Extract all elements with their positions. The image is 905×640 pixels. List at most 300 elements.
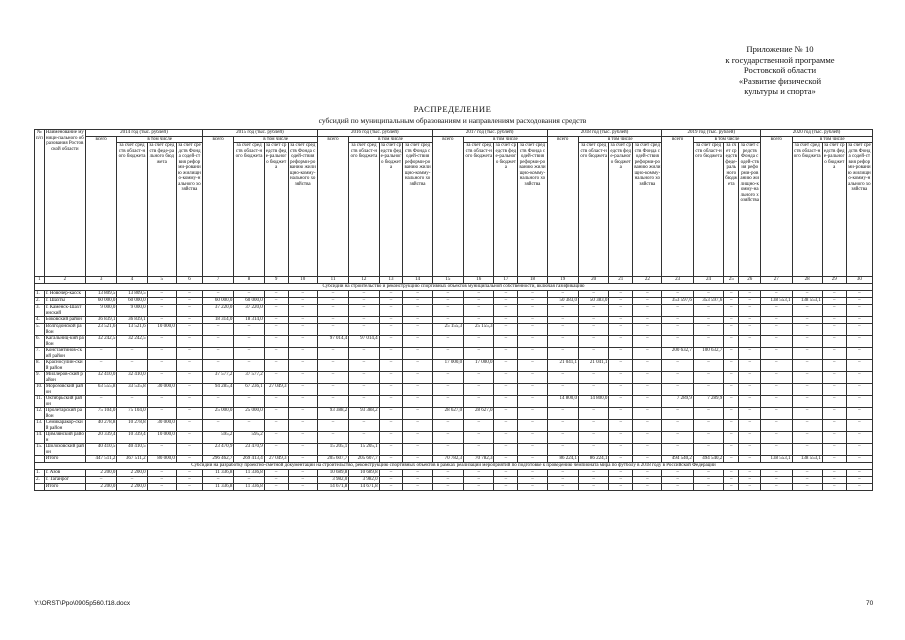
table-cell: – [579, 317, 609, 324]
table-cell: – [379, 444, 403, 456]
table-cell: – [432, 484, 463, 491]
table-cell: – [432, 420, 463, 432]
column-number: 2 [44, 277, 85, 284]
table-cell: – [379, 348, 403, 360]
table-cell: – [264, 372, 288, 384]
table-cell: 75 104,0 [85, 408, 116, 420]
table-cell: 32 242,5 [117, 336, 147, 348]
table-cell: – [846, 432, 872, 444]
table-cell: – [518, 336, 547, 348]
table-cell: – [547, 372, 578, 384]
total-header: всего [432, 136, 463, 277]
table-cell: – [379, 396, 403, 408]
table-cell: – [234, 396, 264, 408]
table-cell: – [317, 348, 348, 360]
table-cell: 200 632,7 [662, 348, 693, 360]
table-cell: – [792, 372, 822, 384]
table-cell: – [633, 396, 662, 408]
table-cell: – [264, 348, 288, 360]
table-cell: – [117, 396, 147, 408]
obl-header: за счет средств област-ного бюджета [579, 143, 609, 277]
table-cell: – [518, 408, 547, 420]
table-cell: – [518, 420, 547, 432]
table-cell: – [846, 348, 872, 360]
table-cell: 10 000,0 [147, 432, 176, 444]
table-cell: 37 577,2 [202, 372, 233, 384]
row-number: 7. [35, 348, 45, 360]
table-cell: – [547, 470, 578, 477]
table-cell: – [317, 324, 348, 336]
table-cell: – [633, 372, 662, 384]
table-cell: – [739, 348, 761, 360]
table-cell: 32 410,0 [117, 372, 147, 384]
column-number: 1 [35, 277, 45, 284]
table-cell: – [792, 305, 822, 317]
table-cell: – [518, 298, 547, 305]
table-cell: – [846, 420, 872, 432]
municipality-name: Волгодонской район [44, 324, 85, 336]
table-cell: – [822, 336, 846, 348]
table-cell: – [403, 305, 432, 317]
table-cell: – [288, 484, 317, 491]
table-cell: 36 839,1 [85, 317, 116, 324]
obl-header: за счет средств област-ного бюджета [349, 143, 379, 277]
incl-header: в том числе [792, 136, 872, 143]
table-cell: – [761, 372, 792, 384]
table-cell: – [264, 420, 288, 432]
table-row [35, 384, 873, 396]
total-header: всего [317, 136, 348, 277]
table-cell: – [662, 470, 693, 477]
table-cell: – [176, 477, 202, 484]
table-cell: 30 000,0 [147, 420, 176, 432]
table-cell: – [547, 484, 578, 491]
obl-header: за счет средств област-ного бюджета [464, 143, 494, 277]
table-cell: – [403, 372, 432, 384]
table-cell: – [288, 477, 317, 484]
distribution-table [34, 129, 873, 491]
table-cell: 14 800,0 [579, 396, 609, 408]
table-cell: – [379, 305, 403, 317]
table-cell: – [202, 291, 233, 298]
municipality-name: Боковский район [44, 317, 85, 324]
table-cell: – [724, 470, 739, 477]
table-cell: 25 155,3 [464, 324, 494, 336]
document-subtitle: субсидий по муниципальным образованиям и направлениям расходования средств [318, 116, 587, 125]
column-number: 19 [547, 277, 578, 284]
table-cell: 14 800,0 [547, 396, 578, 408]
table-cell: – [403, 298, 432, 305]
appendix-line: культуры и спорта» [744, 86, 816, 97]
table-cell: – [317, 298, 348, 305]
table-cell: – [349, 291, 379, 298]
table-cell: – [349, 432, 379, 444]
table-cell: – [349, 384, 379, 396]
table-cell: 494 540,2 [662, 456, 693, 463]
table-cell: – [609, 372, 633, 384]
table-cell: – [494, 408, 518, 420]
table-cell: – [264, 305, 288, 317]
table-cell: 23 521,6 [85, 324, 116, 336]
appendix-line: «Развитие физической [738, 75, 822, 86]
table-cell: – [739, 298, 761, 305]
table-cell: – [403, 291, 432, 298]
table-cell: – [403, 477, 432, 484]
table-row [35, 432, 873, 444]
table-cell: – [822, 324, 846, 336]
row-number: 13. [35, 420, 45, 432]
municipality-name: Красносулин-ский район [44, 360, 85, 372]
table-cell: 18 314,0 [234, 317, 264, 324]
table-cell: – [633, 384, 662, 396]
table-cell: – [518, 396, 547, 408]
fond-header: за счет средств Фонда содей-ствия реформи-рованию жилищно-комму-нального хозяйства [739, 143, 761, 277]
table-cell: 93 388,2 [349, 408, 379, 420]
row-number: 3. [35, 305, 45, 317]
table-cell: – [494, 317, 518, 324]
total-header: всего [662, 136, 693, 277]
table-cell: – [846, 444, 872, 456]
table-cell: – [662, 484, 693, 491]
table-cell: – [288, 408, 317, 420]
table-cell: – [176, 324, 202, 336]
table-cell: – [846, 360, 872, 372]
table-cell: – [518, 372, 547, 384]
table-cell: – [609, 360, 633, 372]
table-cell: – [464, 470, 494, 477]
table-cell: – [464, 384, 494, 396]
table-cell: – [317, 396, 348, 408]
table-cell: 367 511,2 [117, 456, 147, 463]
table-cell: – [264, 291, 288, 298]
table-cell: 10 689,8 [317, 470, 348, 477]
table-cell: – [846, 324, 872, 336]
table-cell: – [176, 408, 202, 420]
table-cell: – [739, 432, 761, 444]
table-row [35, 420, 873, 432]
table-cell: 50 383,0 [547, 298, 578, 305]
table-cell: – [662, 360, 693, 372]
table-cell: – [633, 470, 662, 477]
table-cell: – [792, 432, 822, 444]
table-cell: 447 511,2 [85, 456, 116, 463]
table-cell: – [432, 291, 463, 298]
table-cell: – [792, 324, 822, 336]
table-cell: – [403, 456, 432, 463]
column-number: 7 [202, 277, 233, 284]
table-cell: – [693, 324, 723, 336]
table-cell: – [202, 396, 233, 408]
municipality-name: г. Таганрог [44, 477, 85, 484]
table-cell: – [147, 348, 176, 360]
table-cell: – [792, 420, 822, 432]
table-cell: – [379, 477, 403, 484]
table-cell: – [633, 444, 662, 456]
table-cell: – [761, 305, 792, 317]
table-cell: – [761, 291, 792, 298]
table-cell: – [379, 470, 403, 477]
table-cell: – [633, 298, 662, 305]
table-cell: 3 982,0 [317, 477, 348, 484]
table-cell: – [822, 384, 846, 396]
row-number: 2. [35, 477, 45, 484]
table-cell: – [761, 384, 792, 396]
table-cell: – [609, 317, 633, 324]
table-cell: – [518, 305, 547, 317]
table-cell: – [822, 348, 846, 360]
table-cell: – [822, 456, 846, 463]
column-number: 29 [822, 277, 846, 284]
municipality-name: Октябрьский район [44, 396, 85, 408]
column-number: 14 [403, 277, 432, 284]
table-cell: – [403, 408, 432, 420]
table-cell: – [662, 477, 693, 484]
table-cell: – [739, 408, 761, 420]
table-cell: – [403, 324, 432, 336]
table-cell: – [349, 324, 379, 336]
table-cell: – [792, 384, 822, 396]
table-cell: – [494, 360, 518, 372]
municipality-name: г. Новочер-касск [44, 291, 85, 298]
table-cell: – [494, 432, 518, 444]
table-cell: – [547, 317, 578, 324]
table-cell: – [792, 444, 822, 456]
fed-header: за счет средств феде-рального бюджета [379, 143, 403, 277]
table-cell: – [822, 372, 846, 384]
table-cell: – [518, 384, 547, 396]
table-cell: 14 671,8 [349, 484, 379, 491]
table-cell: – [288, 348, 317, 360]
table-cell: – [609, 396, 633, 408]
table-cell: – [547, 336, 578, 348]
table-cell: – [176, 444, 202, 456]
year-header: 2016 год (тыс. рублей) [317, 130, 432, 137]
table-row [35, 317, 873, 324]
table-cell: – [176, 396, 202, 408]
table-cell: – [693, 305, 723, 317]
table-cell: 60 000,0 [117, 298, 147, 305]
table-cell: – [579, 291, 609, 298]
table-cell: – [579, 470, 609, 477]
table-cell: – [547, 420, 578, 432]
table-cell: – [609, 484, 633, 491]
table-cell: – [264, 470, 288, 477]
table-cell: – [609, 470, 633, 477]
table-cell: 25 000,0 [202, 408, 233, 420]
table-cell: – [579, 372, 609, 384]
table-cell: – [349, 298, 379, 305]
table-cell: – [349, 372, 379, 384]
table-cell: 86 224,1 [579, 456, 609, 463]
table-cell: – [464, 305, 494, 317]
table-cell: – [846, 298, 872, 305]
table-cell: 27 049,3 [264, 384, 288, 396]
table-cell: – [234, 336, 264, 348]
table-cell: – [761, 420, 792, 432]
table-cell: – [633, 324, 662, 336]
table-cell: – [518, 291, 547, 298]
column-number: 30 [846, 277, 872, 284]
table-cell: – [724, 348, 739, 360]
table-cell: – [176, 360, 202, 372]
table-cell: – [234, 477, 264, 484]
table-cell: – [147, 396, 176, 408]
table-cell: – [147, 408, 176, 420]
table-cell: – [822, 444, 846, 456]
table-cell: – [288, 470, 317, 477]
fed-header: за счет средств феде-рального бюджета [147, 143, 176, 277]
table-cell: – [547, 408, 578, 420]
table-cell: – [494, 372, 518, 384]
table-cell: – [547, 305, 578, 317]
table-cell: – [518, 360, 547, 372]
table-cell: 3 982,0 [349, 477, 379, 484]
table-cell: – [403, 432, 432, 444]
municipality-name: Итого [44, 484, 85, 491]
column-number: 13 [379, 277, 403, 284]
table-cell: – [379, 408, 403, 420]
table-cell: – [147, 336, 176, 348]
table-cell: – [633, 484, 662, 491]
table-cell: – [117, 360, 147, 372]
table-cell: – [693, 336, 723, 348]
column-number: 23 [662, 277, 693, 284]
row-number: 8. [35, 360, 45, 372]
table-cell: – [822, 317, 846, 324]
table-cell: – [403, 470, 432, 477]
table-cell: – [822, 432, 846, 444]
municipality-name: Морозовский район [44, 384, 85, 396]
table-cell: – [234, 291, 264, 298]
table-cell: – [609, 384, 633, 396]
table-cell: – [662, 336, 693, 348]
table-cell: – [792, 336, 822, 348]
row-number [35, 484, 45, 491]
table-cell: – [288, 324, 317, 336]
table-cell: – [464, 298, 494, 305]
table-cell: – [117, 477, 147, 484]
table-cell: – [464, 477, 494, 484]
table-cell: – [288, 372, 317, 384]
table-cell: 10 689,8 [349, 470, 379, 477]
table-cell: – [846, 396, 872, 408]
table-row [35, 298, 873, 305]
table-cell: – [724, 305, 739, 317]
table-cell: 2 200,0 [85, 484, 116, 491]
section-header-row [35, 463, 873, 470]
table-cell: – [633, 432, 662, 444]
table-cell: – [693, 420, 723, 432]
table-cell: – [609, 477, 633, 484]
table-cell: – [494, 291, 518, 298]
table-cell: – [494, 324, 518, 336]
table-cell: 75 104,0 [117, 408, 147, 420]
column-number: 22 [633, 277, 662, 284]
table-cell: – [379, 324, 403, 336]
table-cell: – [609, 348, 633, 360]
table-row [35, 456, 873, 463]
table-cell: 40 410,5 [117, 444, 147, 456]
table-cell: – [579, 432, 609, 444]
municipality-name: Пролетарский район [44, 408, 85, 420]
table-cell: – [724, 291, 739, 298]
table-cell: – [739, 470, 761, 477]
table-cell: – [693, 372, 723, 384]
table-cell: – [176, 384, 202, 396]
row-number: 12. [35, 408, 45, 420]
table-cell: 14 671,8 [317, 484, 348, 491]
table-cell: – [317, 317, 348, 324]
table-cell: – [464, 317, 494, 324]
table-cell: 15 205,1 [349, 444, 379, 456]
table-cell: – [761, 360, 792, 372]
total-header: всего [547, 136, 578, 277]
table-cell: 13 521,6 [117, 324, 147, 336]
table-cell: – [761, 408, 792, 420]
table-cell: – [609, 456, 633, 463]
table-cell: – [739, 291, 761, 298]
column-number: 26 [739, 277, 761, 284]
table-cell: – [432, 396, 463, 408]
fond-header: за счет средств Фонда содей-ствия реформи-рованию жилищно-комму-нального хозяйства [633, 143, 662, 277]
table-cell: – [609, 336, 633, 348]
table-cell: – [403, 317, 432, 324]
table-cell: – [403, 484, 432, 491]
fond-header: за счет средств Фонда содей-ствия реформи-рованию жилищно-комму-нального хозяйства [846, 143, 872, 277]
municipality-name: Миллеров-ский район [44, 372, 85, 384]
table-cell: – [609, 408, 633, 420]
table-cell: – [147, 305, 176, 317]
table-cell: – [202, 336, 233, 348]
table-row [35, 305, 873, 317]
table-cell: – [147, 298, 176, 305]
table-cell: 93 388,2 [317, 408, 348, 420]
table-cell: – [662, 432, 693, 444]
table-cell: – [317, 432, 348, 444]
total-header: всего [85, 136, 116, 277]
table-cell: – [518, 477, 547, 484]
table-cell: 17 000,0 [464, 360, 494, 372]
appendix-line: Приложение № 10 [746, 44, 814, 54]
municipality-name: г. Азов [44, 470, 85, 477]
table-cell: – [761, 444, 792, 456]
table-cell: 11 336,8 [202, 470, 233, 477]
fed-header: за счет средств феде-рального бюджета [494, 143, 518, 277]
table-cell: – [739, 305, 761, 317]
table-cell: – [317, 372, 348, 384]
table-cell: 9 000,0 [85, 305, 116, 317]
table-cell: – [846, 470, 872, 477]
table-cell: 296 462,7 [202, 456, 233, 463]
municipality-name: Шолоховский район [45, 444, 84, 455]
table-cell: – [724, 360, 739, 372]
table-cell: – [724, 317, 739, 324]
table-cell: – [662, 384, 693, 396]
table-cell: – [547, 477, 578, 484]
row-number: 1. [35, 291, 45, 298]
column-number: 24 [693, 277, 723, 284]
table-cell: – [403, 336, 432, 348]
table-cell: – [494, 384, 518, 396]
appendix-line: Ростовской области [743, 65, 817, 76]
table-cell: – [176, 372, 202, 384]
table-cell: – [464, 484, 494, 491]
table-cell: – [633, 305, 662, 317]
table-cell: – [609, 432, 633, 444]
table-cell: – [403, 360, 432, 372]
municipality-name: Кагальниц-кий район [45, 336, 84, 347]
table-cell: – [822, 420, 846, 432]
